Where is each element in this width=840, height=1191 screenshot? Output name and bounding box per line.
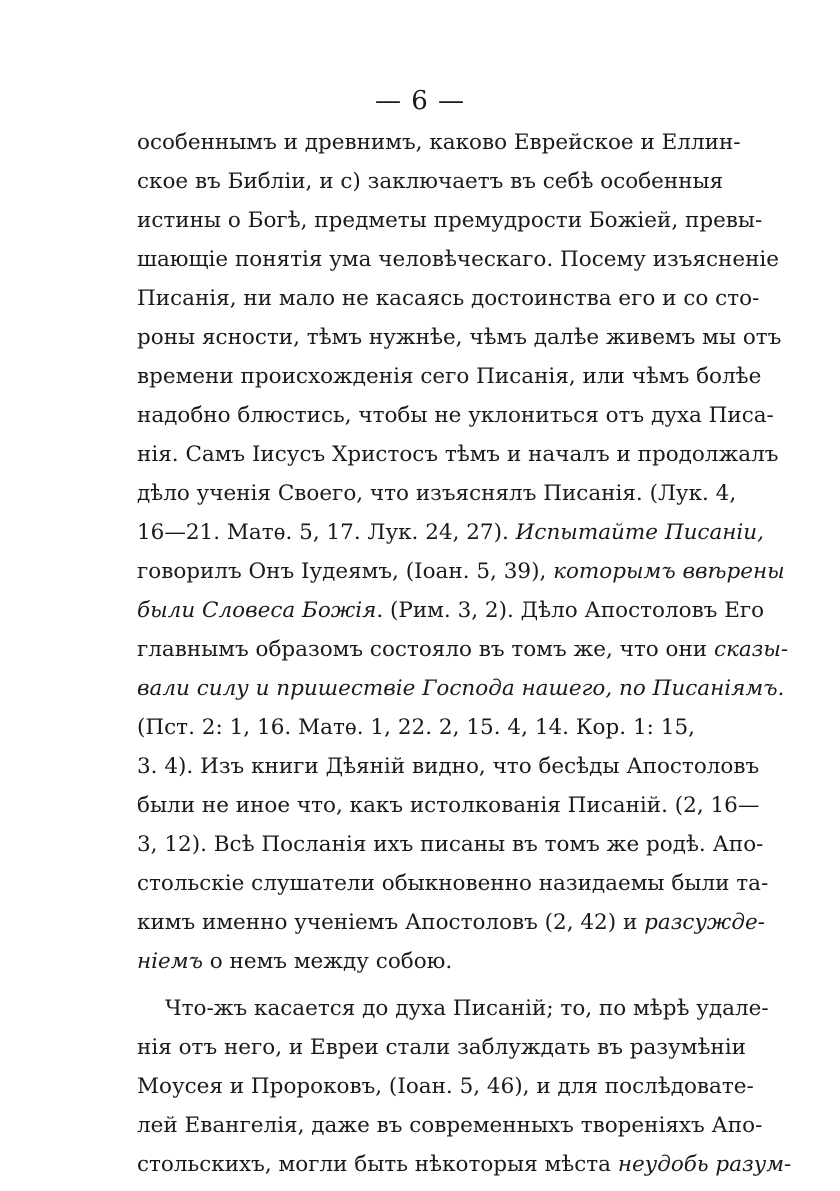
page-number: — 6 — (374, 86, 466, 116)
text-line-20: стольскіе слушатели обыкновенно назидаемы были та- (137, 871, 769, 896)
text-line-5: Писанія, ни мало не касаясь достоинства его и со сто- (137, 286, 760, 311)
text-line-18: были не иное что, какъ истолкованія Писаній. (2, 16— (137, 793, 760, 818)
text-line-25: Моусея и Пророковъ, (Іоан. 5, 46), и для послѣдовате- (137, 1074, 754, 1099)
text-line-15: вали силу и пришествіе Господа нашего, по Писаніямъ. (137, 676, 785, 701)
text-line-14: главнымъ образомъ состояло въ томъ же, что они сказы- (137, 637, 789, 662)
text-line-6: роны ясности, тѣмъ нужнѣе, чѣмъ далѣе живемъ мы отъ (137, 325, 782, 350)
text-line-27: стольскихъ, могли быть нѣкоторыя мѣста неудобь разум- (137, 1152, 792, 1177)
text-line-19: 3, 12). Всѣ Посланія ихъ писаны въ томъ же родѣ. Апо- (137, 832, 764, 857)
text-line-8: надобно блюстись, чтобы не уклониться отъ духа Писа- (137, 403, 774, 428)
text-line-3: истины о Богѣ, предметы премудрости Божіей, превы- (137, 208, 763, 233)
text-line-11: 16—21. Матѳ. 5, 17. Лук. 24, 27). Испытайте Писаніи, (137, 520, 764, 545)
text-line-10: дѣло ученія Своего, что изъяснялъ Писанія. (Лук. 4, (137, 481, 737, 506)
text-line-26: лей Евангелія, даже въ современныхъ твореніяхъ Апо- (137, 1113, 763, 1138)
text-line-21: кимъ именно ученіемъ Апостоловъ (2, 42) и разсужде- (137, 910, 765, 935)
text-line-1: особеннымъ и древнимъ, каково Еврейское и Еллин- (137, 130, 741, 155)
text-line-9: нія. Самъ Іисусъ Христосъ тѣмъ и началъ и продолжалъ (137, 442, 779, 467)
text-line-22: ніемъ о немъ между собою. (137, 949, 453, 974)
text-line-17: 3. 4). Изъ книги Дѣяній видно, что бесѣды Апостоловъ (137, 754, 760, 779)
text-line-7: времени происхожденія сего Писанія, или чѣмъ болѣе (137, 364, 762, 389)
text-line-23: Что-жъ касается до духа Писаній; то, по мѣрѣ удале- (165, 996, 769, 1021)
text-line-4: шающіе понятія ума человѣческаго. Посему изъясненіе (137, 247, 780, 272)
text-line-24: нія отъ него, и Евреи стали заблуждать въ разумѣніи (137, 1035, 746, 1060)
text-line-16: (Пст. 2: 1, 16. Матѳ. 1, 22. 2, 15. 4, 14. Кор. 1: 15, (137, 715, 695, 740)
text-line-12: говорилъ Онъ Іудеямъ, (Іоан. 5, 39), которымъ ввѣрены (137, 559, 785, 584)
text-line-2: ское въ Библіи, и с) заключаетъ въ себѣ особенныя (137, 169, 724, 194)
text-line-13: были Словеса Божія. (Рим. 3, 2). Дѣло Апостоловъ Его (137, 598, 765, 623)
